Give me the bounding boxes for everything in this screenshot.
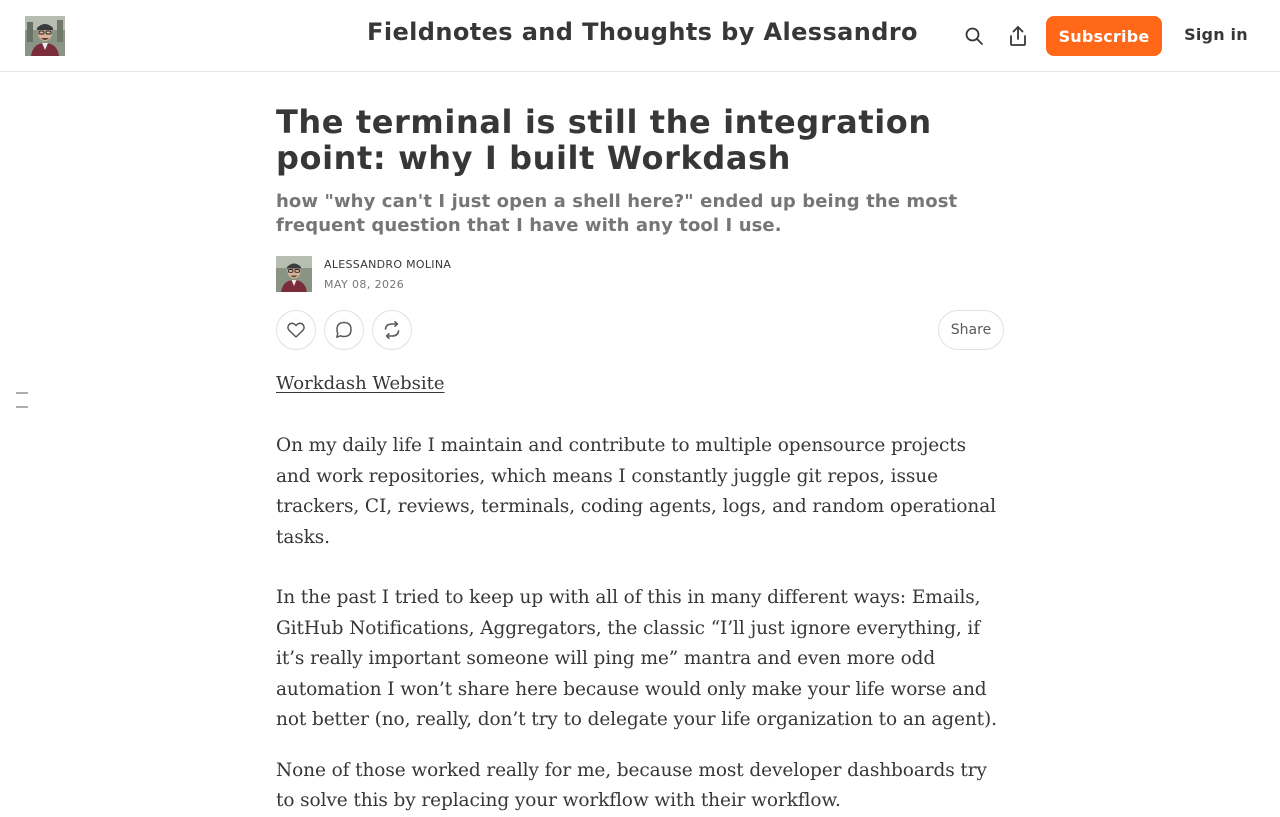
publication-logo[interactable]: [25, 16, 65, 56]
post-actions: [276, 310, 1004, 350]
comment-button[interactable]: [324, 310, 364, 350]
body-paragraph: In the past I tried to keep up with all of this in many different ways: Emails, GitHub Notifications, Aggregators, the classic “I’ll just ignore everything, if it’s really important someone will ping me” mantra and even more odd automation I won’t share here because would only make your life worse and not better (no, really, don’t try to delegate your life organization to an agent).: [276, 587, 997, 730]
restack-button[interactable]: [372, 310, 412, 350]
body-paragraph: None of those worked really for me, because most developer dashboards try to solve this by replacing your workflow with their workflow.: [276, 759, 987, 811]
search-icon: [964, 26, 984, 46]
table-of-contents-toggle[interactable]: [14, 390, 32, 410]
publication-title[interactable]: Fieldnotes and Thoughts by Alessandro: [367, 18, 918, 46]
body-paragraph: On my daily life I maintain and contribute to multiple opensource projects and work repositories, which means I constantly juggle git repos, issue trackers, CI, reviews, terminals, coding agents, logs, and random operational tasks.: [276, 435, 996, 548]
heart-icon: [286, 320, 306, 340]
workdash-website-link[interactable]: Workdash Website: [276, 373, 445, 394]
top-navigation-bar: [0, 0, 1280, 72]
subscribe-button[interactable]: Subscribe: [1046, 16, 1162, 56]
post-title: The terminal is still the integration point: why I built Workdash: [276, 103, 932, 177]
author-name[interactable]: ALESSANDRO MOLINA: [324, 258, 452, 271]
publication-logo-image: [25, 16, 65, 56]
share-icon: [1008, 25, 1028, 47]
comment-icon: [334, 320, 354, 340]
share-post-button[interactable]: Share: [938, 310, 1004, 350]
search-button[interactable]: [960, 22, 988, 50]
post-body: [276, 350, 1004, 817]
restack-icon: [382, 320, 402, 340]
share-publication-button[interactable]: [1004, 22, 1032, 50]
table-of-contents-icon: [14, 390, 32, 410]
post-article: [276, 104, 1004, 817]
post-subtitle: how "why can't I just open a shell here?" ended up being the most frequent question that I have with any tool I use.: [276, 191, 958, 236]
post-byline: [276, 256, 1004, 296]
author-avatar-image: [276, 256, 312, 292]
author-avatar[interactable]: [276, 256, 312, 292]
sign-in-link[interactable]: Sign in: [1184, 25, 1248, 44]
like-button[interactable]: [276, 310, 316, 350]
post-date: MAY 08, 2026: [324, 278, 405, 291]
